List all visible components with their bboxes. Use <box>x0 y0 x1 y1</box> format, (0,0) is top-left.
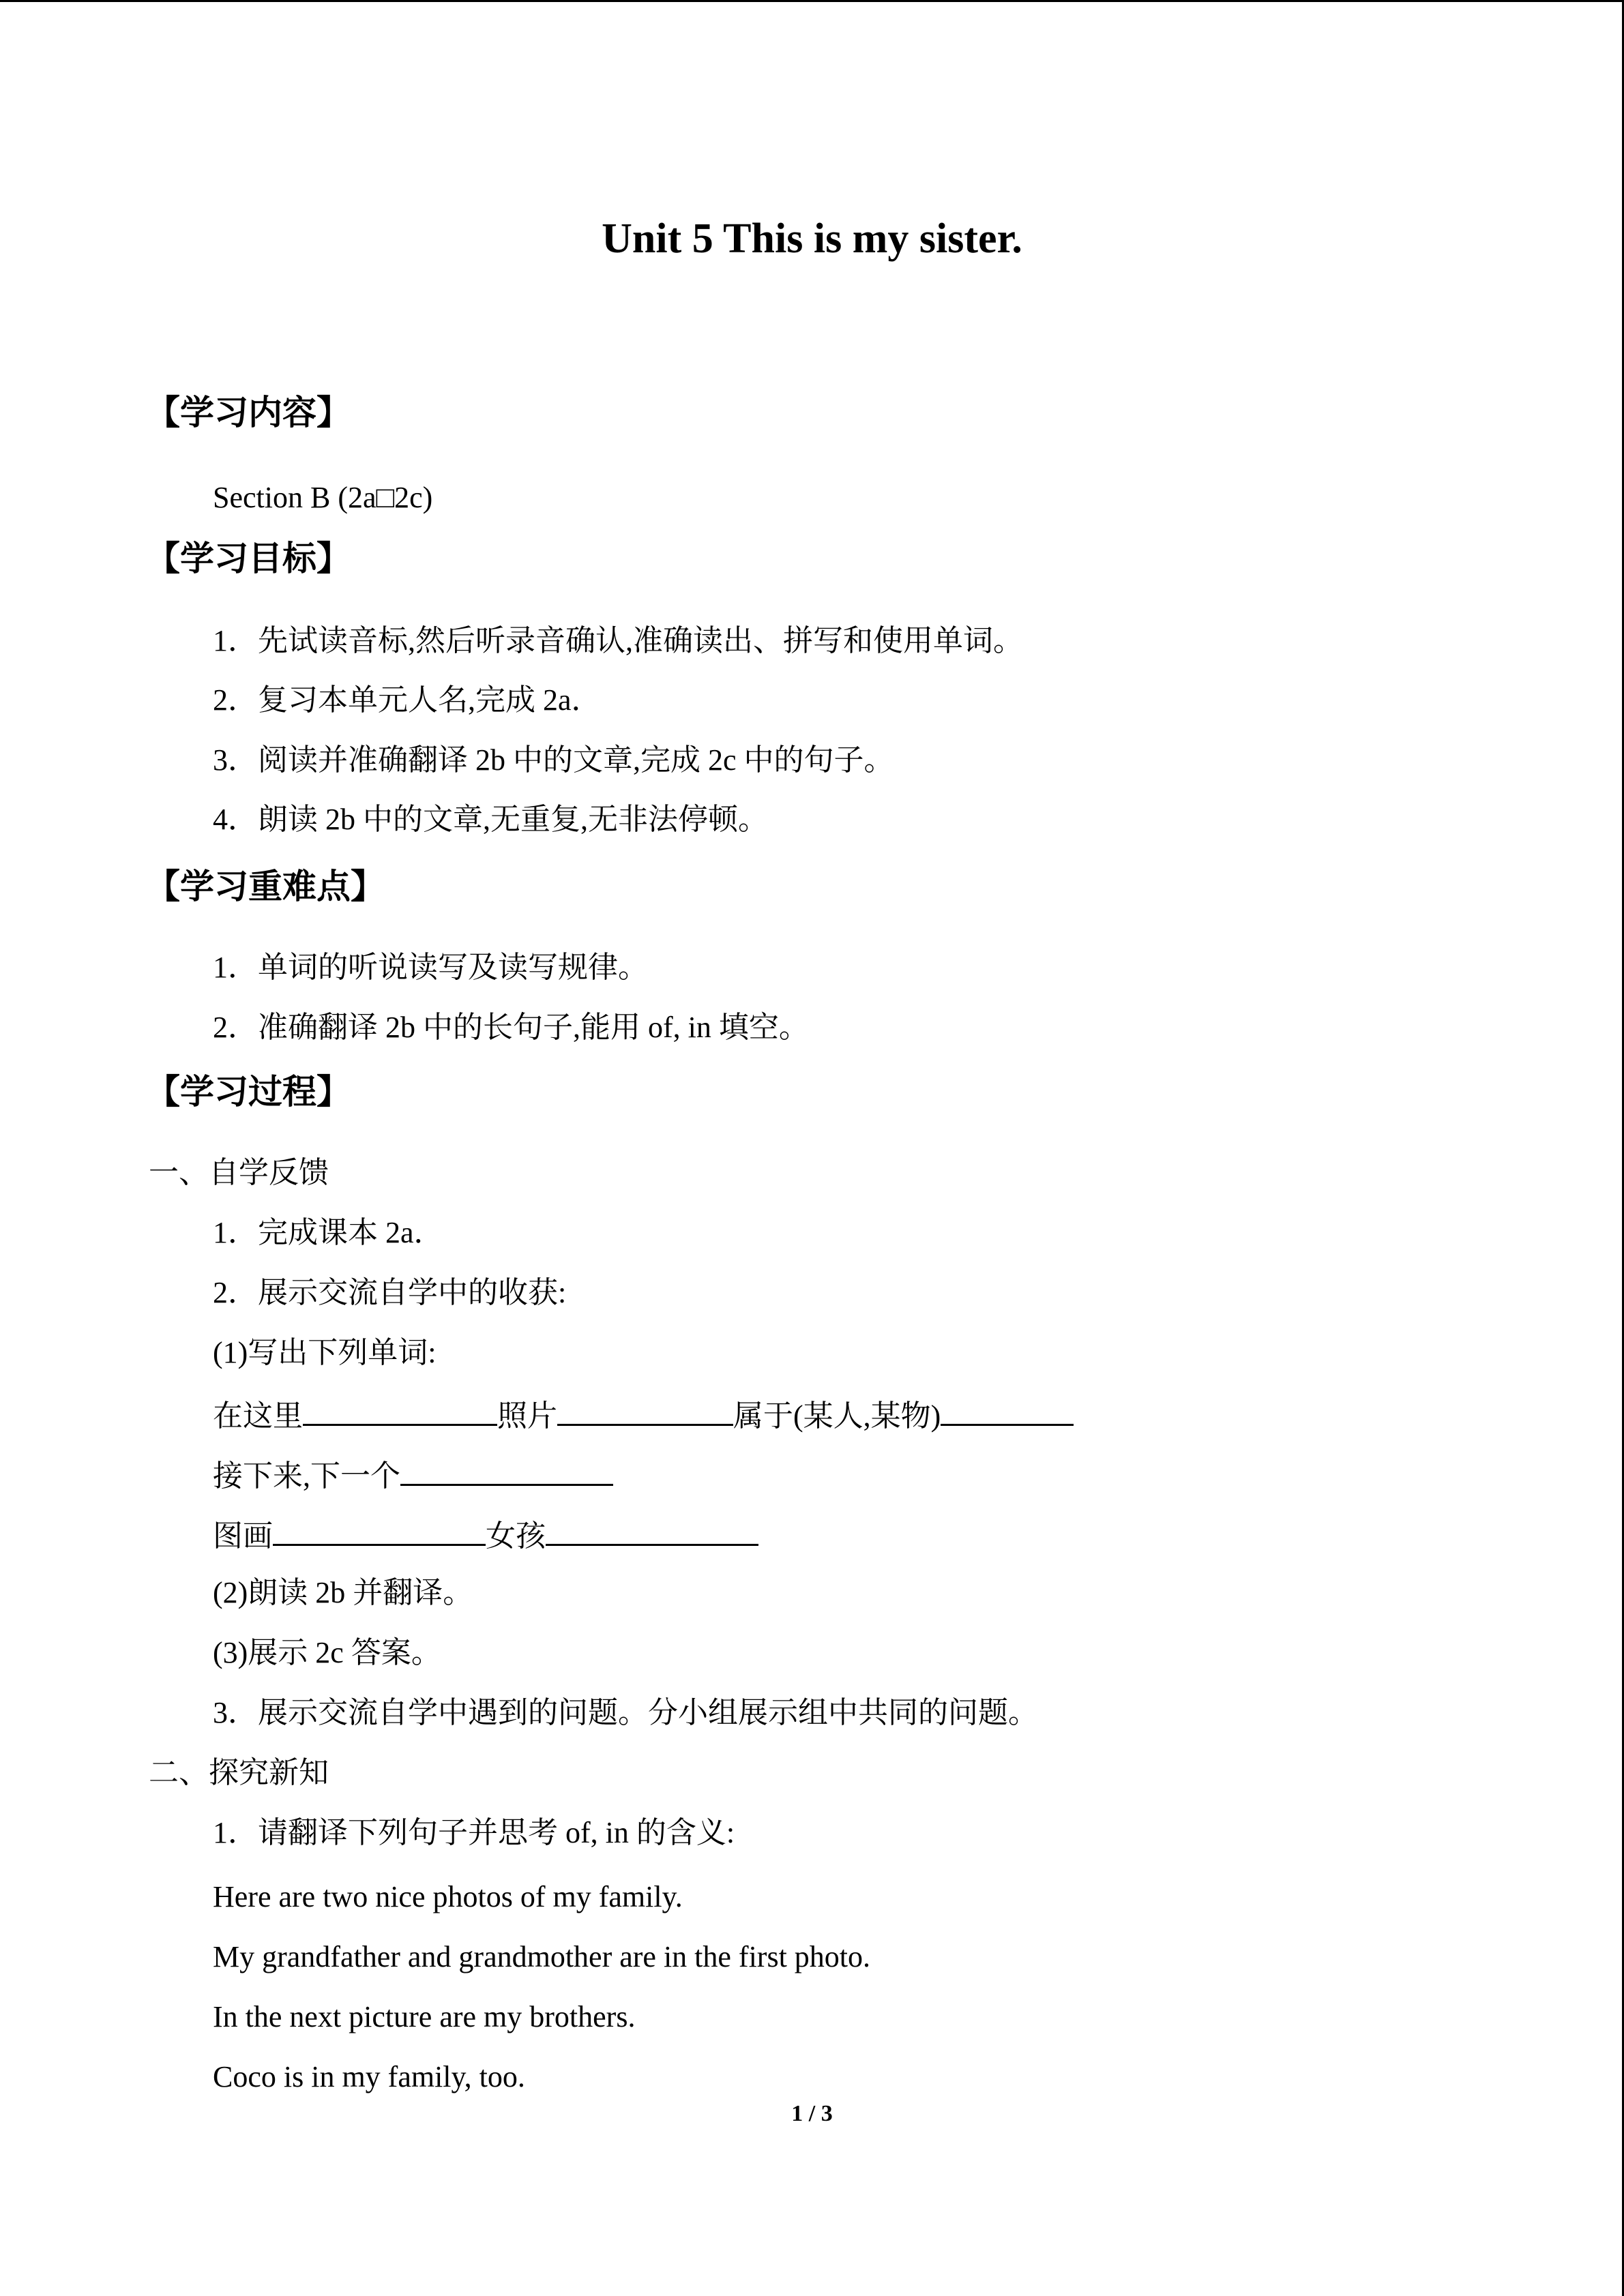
vocab-word-belong: 属于(某人,某物) <box>733 1399 941 1433</box>
vocab-row-2 <box>213 1452 613 1497</box>
section1-sub-1: (1)写出下列单词: <box>213 1336 437 1369</box>
content-section-line: Section B (2a□2c) <box>213 481 433 514</box>
vocab-blank-next[interactable] <box>400 1452 613 1486</box>
section1-item-2: 2．展示交流自学中的收获: <box>213 1276 567 1309</box>
top-border <box>0 0 1624 2</box>
section1-sub-2: (2)朗读 2b 并翻译。 <box>213 1576 473 1609</box>
vocab-blank-here[interactable] <box>303 1392 497 1426</box>
vocab-blank-photo[interactable] <box>557 1392 733 1426</box>
heading-process: 【学习过程】 <box>146 1072 351 1112</box>
heading-content: 【学习内容】 <box>146 393 351 432</box>
goal-item-2: 2．复习本单元人名,完成 2a． <box>213 683 602 717</box>
heading-keypoints: 【学习重难点】 <box>146 867 385 906</box>
section1-sub-3: (3)展示 2c 答案。 <box>213 1636 441 1669</box>
page-title: Unit 5 This is my sister. <box>602 215 1022 262</box>
goal-item-1: 1．先试读音标,然后听录音确认,准确读出、拼写和使用单词。 <box>213 624 1023 657</box>
sentence-1: Here are two nice photos of my family. <box>213 1880 683 1913</box>
keypoint-item-1: 1．单词的听说读写及读写规律。 <box>213 951 648 984</box>
section1-item-3: 3．展示交流自学中遇到的问题。分小组展示组中共同的问题。 <box>213 1696 1038 1729</box>
sentence-2: My grandfather and grandmother are in the first photo. <box>213 1940 871 1973</box>
section2-title: 二、探究新知 <box>149 1756 329 1789</box>
vocab-blank-girl[interactable] <box>546 1512 758 1546</box>
vocab-word-here: 在这里 <box>213 1399 303 1433</box>
vocab-blank-belong[interactable] <box>941 1392 1074 1426</box>
vocab-row-1 <box>213 1392 1074 1437</box>
goal-item-4: 4．朗读 2b 中的文章,无重复,无非法停顿。 <box>213 803 768 836</box>
vocab-row-3 <box>213 1512 758 1557</box>
vocab-word-picture: 图画 <box>213 1519 273 1553</box>
sentence-4: Coco is in my family, too. <box>213 2060 525 2093</box>
keypoint-item-2: 2．准确翻译 2b 中的长句子,能用 of, in 填空。 <box>213 1011 809 1044</box>
sentence-3: In the next picture are my brothers. <box>213 2000 636 2033</box>
goal-item-3: 3．阅读并准确翻译 2b 中的文章,完成 2c 中的句子。 <box>213 743 894 777</box>
heading-goals: 【学习目标】 <box>146 539 351 578</box>
vocab-word-photo: 照片 <box>497 1399 557 1433</box>
section1-item-1: 1．完成课本 2a． <box>213 1216 444 1249</box>
vocab-word-girl: 女孩 <box>486 1519 546 1553</box>
section1-title: 一、自学反馈 <box>149 1156 329 1189</box>
page-number: 1 / 3 <box>791 2101 833 2126</box>
vocab-blank-picture[interactable] <box>273 1512 486 1546</box>
vocab-word-next: 接下来,下一个 <box>213 1459 400 1493</box>
section2-item-1: 1．请翻译下列句子并思考 of, in 的含义: <box>213 1816 735 1849</box>
